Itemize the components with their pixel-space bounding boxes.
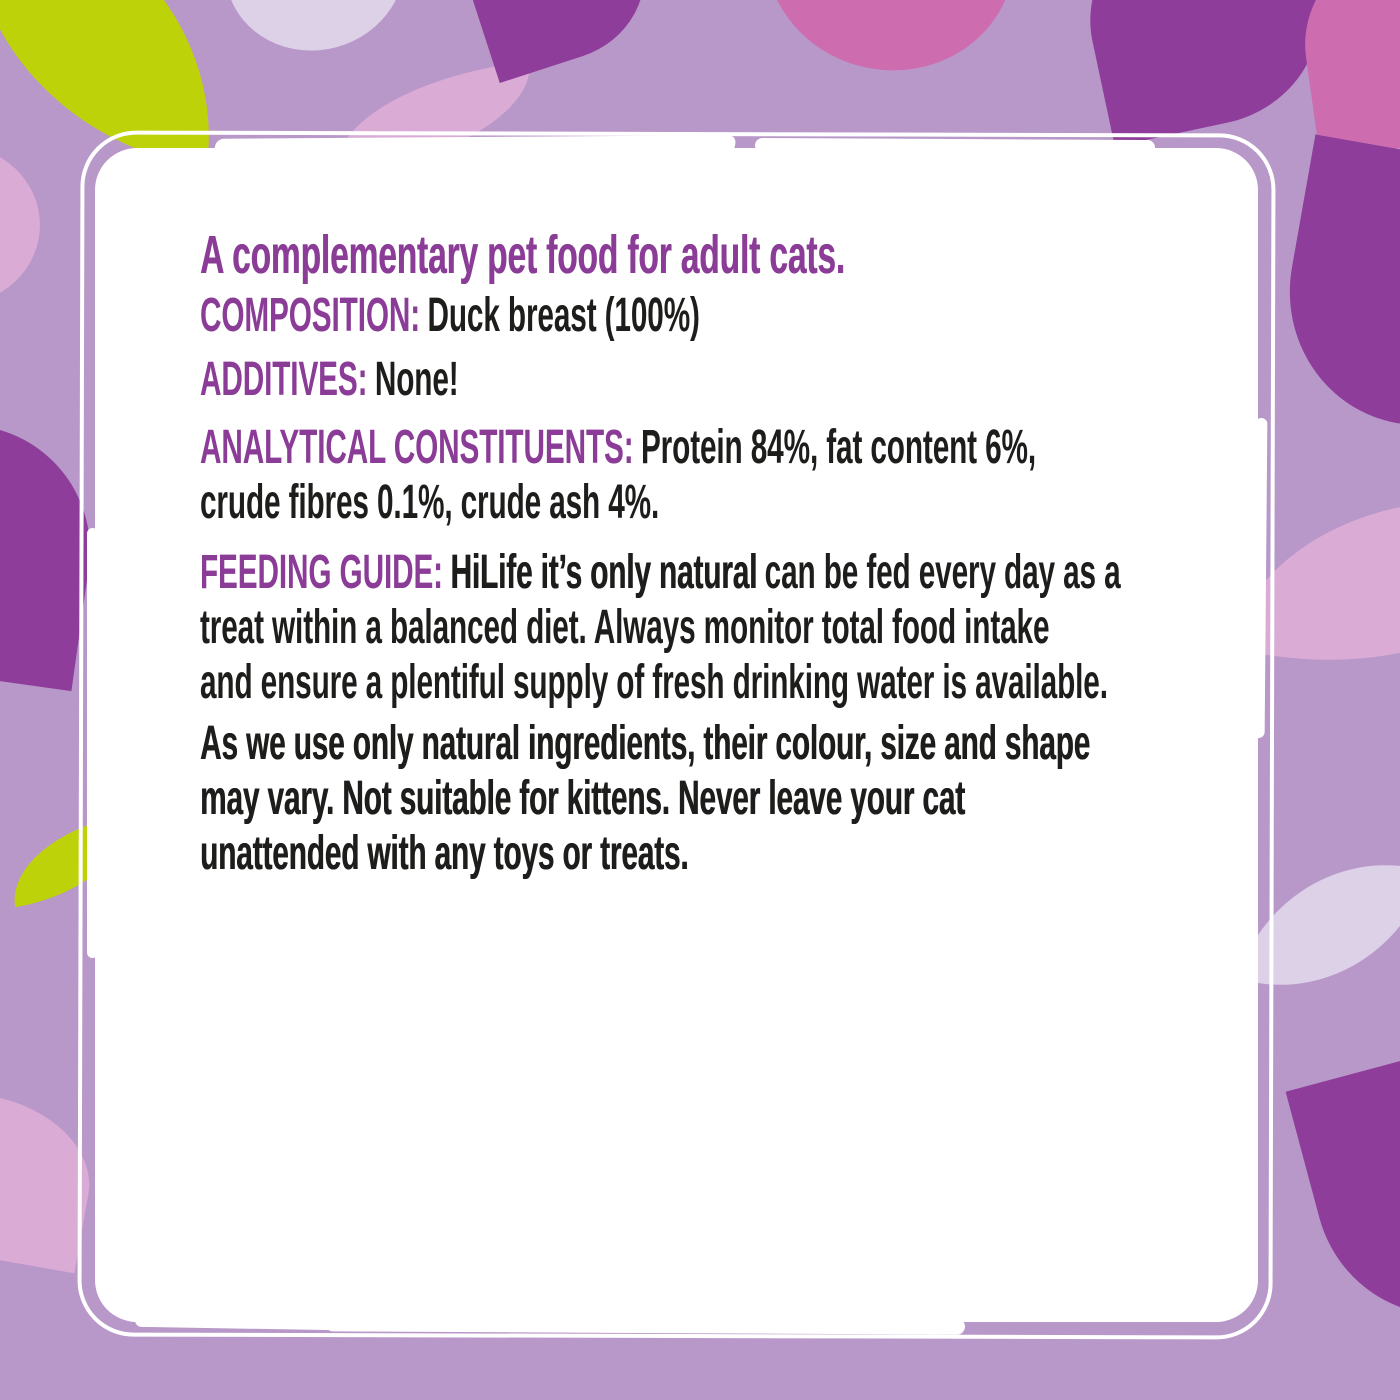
brand-name: HiLife it’s only natural — [450, 546, 758, 599]
leaf-magenta-top-icon — [743, 0, 1036, 93]
panel-title: A complementary pet food for adult cats. — [200, 225, 845, 285]
notice-section — [200, 716, 1192, 881]
brush-streak — [87, 528, 98, 958]
additives-value: None! — [374, 353, 459, 406]
feeding-guide-line-2: treat within a balanced diet. Always monitor total food intake — [200, 601, 1050, 654]
analytical-line-1 — [200, 420, 1192, 475]
analytical-label: ANALYTICAL CONSTITUENTS: — [200, 421, 634, 474]
feeding-guide-section — [200, 545, 1192, 710]
analytical-line-2: crude fibres 0.1%, crude ash 4%. — [200, 476, 660, 529]
brush-streak — [755, 138, 1155, 155]
notice-line-3: unattended with any toys or treats. — [200, 827, 689, 880]
additives-row — [200, 352, 1192, 407]
leaf-light-pink-upper-left-icon — [0, 145, 40, 305]
composition-label: COMPOSITION: — [200, 289, 421, 342]
label-text-block — [200, 226, 1192, 890]
info-panel — [95, 148, 1258, 1322]
analytical-values: Protein 84%, fat content 6%, — [640, 421, 1037, 474]
analytical-section — [200, 420, 1192, 530]
leaf-dark-purple-bottom-right-icon — [1286, 1027, 1400, 1343]
additives-label: ADDITIVES: — [200, 353, 368, 406]
leaf-dark-purple-right-icon — [1269, 134, 1400, 445]
leaf-dark-purple-top-right-icon — [1070, 0, 1340, 147]
brush-streak — [214, 135, 737, 157]
leaf-pale-top-icon — [207, 0, 424, 70]
feeding-guide-label: FEEDING GUIDE: — [200, 546, 443, 599]
composition-row — [200, 288, 1192, 343]
leaf-magenta-top-far-right-icon — [1292, 0, 1400, 159]
notice-line-2: may vary. Not suitable for kittens. Never leave your cat — [200, 772, 965, 825]
brush-streak — [1253, 418, 1268, 738]
notice-line-1: As we use only natural ingredients, their colour, size and shape — [200, 717, 1091, 770]
brush-streak — [325, 1315, 965, 1334]
composition-value: Duck breast (100%) — [427, 289, 700, 342]
feeding-guide-line-3: and ensure a plentiful supply of fresh drinking water is available. — [200, 656, 1108, 709]
feeding-guide-line-1 — [200, 545, 1192, 600]
feeding-guide-text: can be fed every day as a — [764, 546, 1121, 599]
